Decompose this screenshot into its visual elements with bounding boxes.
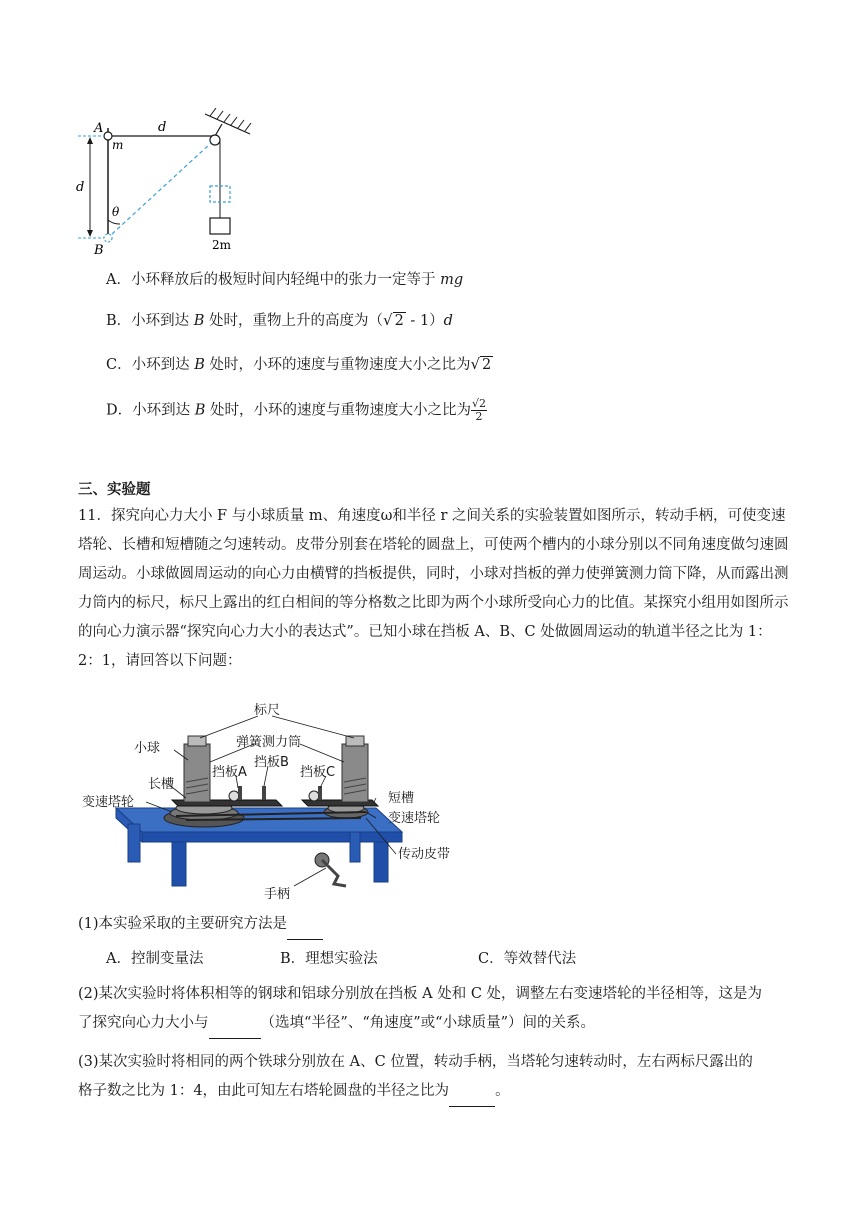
answer-blank-2[interactable] [209,1009,261,1039]
q11-intro: 11．探究向心力大小 F 与小球质量 m、角速度ω和半径 r 之间关系的实验装置如图所示，转动手柄，可使变速塔轮、长槽和短槽随之匀速转动。皮带分别套在塔轮的圆盘上，可使两个槽内的小球分别以不同角速度做匀速圆周运动。小球做圆周运动的向心力由横臂的挡板提供，同时，小球对挡板的弹力使弹簧测力筒下降，从而露出测力筒内的标尺，标尺上露出的红白相间的等分格数之比即为两个小球所受向心力的比值。某探究小组用如图所示的向心力演示器“探究向心力大小的表达式”。已知小球在挡板 A、B、C 处做圆周运动的轨道半径之比为 1：2：1，请回答以下问题： [78,508,789,669]
label-baffle-b: 挡板B [254,755,289,770]
q11-sub2: (2)某次实验时将体积相等的钢球和铝球分别放在挡板 A 处和 C 处，调整左右变速塔轮的半径相等，这是为 了探究向心力大小与 （选填“半径”、“角速度”或“小球质量”）间的关系。 [78,980,790,1039]
label-baffle-a: 挡板A [212,765,247,780]
label-pulley-left: 变速塔轮 [82,795,135,810]
label-b: B [94,243,104,256]
label-theta: θ [112,205,120,219]
answer-blank-1[interactable] [287,910,323,940]
q11-sub1: (1)本实验采取的主要研究方法是 [78,910,790,940]
answer-blank-3[interactable] [449,1077,495,1107]
option-c: C．小环到达 B 处时，小环的速度与重物速度大小之比为√ 2 [106,355,492,373]
label-ruler: 标尺 [254,703,281,718]
q11-sub3: (3)某次实验时将相同的两个铁球分别放在 A、C 位置，转动手柄，当塔轮匀速转动时，左右两标尺露出的 格子数之比为 1：4，由此可知左右塔轮圆盘的半径之比为 。 [78,1048,790,1107]
label-2m: 2m [212,238,232,252]
ring-pulley-figure [70,108,260,256]
choice-b: B．理想实验法 [280,951,378,967]
ring-icon [104,132,112,140]
dashed-string [112,143,211,234]
label-spring-tube: 弹簧测力筒 [236,735,302,750]
option-a: A．小环释放后的极短时间内轻绳中的张力一定等于 mg [106,272,464,288]
label-handle: 手柄 [264,887,291,902]
label-short-groove: 短槽 [388,791,415,806]
label-pulley-right: 变速塔轮 [388,811,441,826]
centripetal-apparatus-figure [76,700,476,905]
weight-box [210,218,230,234]
choice-c: C．等效替代法 [478,951,577,967]
label-d-top: d [158,120,167,135]
option-b: B．小环到达 B 处时，重物上升的高度为（√ 2 - 1）d [106,311,453,329]
label-a: A [94,121,104,136]
label-belt: 传动皮带 [398,847,451,862]
section-heading: 三、实验题 [78,482,151,498]
label-baffle-c: 挡板C [300,765,336,780]
label-long-groove: 长槽 [148,777,175,792]
option-d: D．小环到达 B 处时，小环的速度与重物速度大小之比为 $\frac{√2}{2}$ [106,397,487,423]
pulley-icon [210,135,220,145]
choice-a: A．控制变量法 [106,951,204,967]
label-m: m [112,138,124,152]
label-ball: 小球 [134,741,161,756]
label-d-left: d [76,180,85,195]
